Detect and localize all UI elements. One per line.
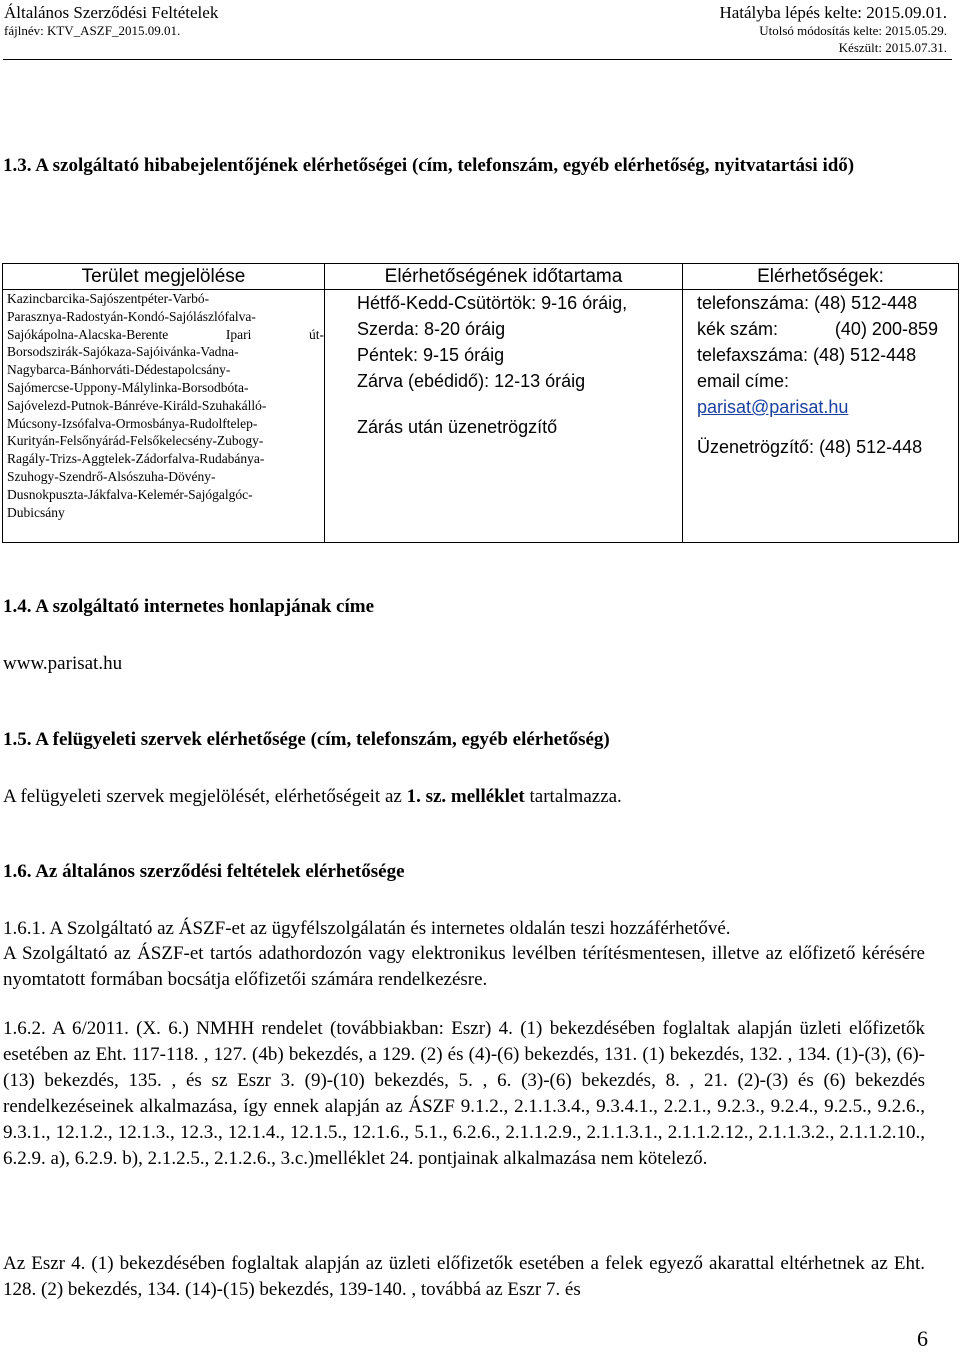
area-line: Parasznya-Radostyán-Kondó-Sajólászlófalva-	[7, 308, 256, 324]
area-line: Dubicsány	[7, 504, 65, 520]
table-header-area: Terület megjelölése	[3, 264, 325, 290]
header-rule	[3, 59, 952, 60]
section-1-6-heading: 1.6. Az általános szerződési feltételek elérhetősége	[3, 861, 405, 882]
hours-line: Zárás után üzenetrögzítő	[357, 417, 558, 437]
page-number: 6	[917, 1326, 928, 1351]
area-line: Szuhogy-Szendrő-Alsószuha-Dövény-	[7, 468, 216, 484]
section-1-6-availability-text: A Szolgáltató az ÁSZF-et tartós adathordozón vagy elektronikus levélben térítésmentesen, illetve az előfizető kérésére nyomtatott formában bocsátja előfizetői számára rendelkezésre.	[3, 943, 925, 990]
header-effective-date: Hatályba lépés kelte: 2015.09.01.	[719, 3, 947, 22]
contact-table	[2, 263, 959, 543]
blue-number-label: kék szám:	[697, 319, 779, 339]
section-1-4-heading: 1.4. A szolgáltató internetes honlapjának címe	[3, 596, 375, 617]
email-label: email címe:	[697, 371, 790, 391]
hours-cell	[325, 290, 683, 543]
table-header-contacts: Elérhetőségek:	[683, 264, 959, 290]
contacts-cell	[683, 290, 959, 543]
area-line: Nagybarca-Bánhorváti-Dédestapolcsány-	[7, 362, 231, 378]
header-file-name: fájlnév: KTV_ASZF_2015.09.01.	[4, 23, 181, 38]
annex-reference: 1. sz. melléklet	[406, 786, 525, 807]
section-1-6-2-text: 1.6.2. A 6/2011. (X. 6.) NMHH rendelet (továbbiakban: Eszr) 4. (1) bekezdésében foglaltak alapján üzleti előfizetők esetében az Eht. 117-118. , 127. (4b) bekezdés, a 129. (2) és (4)-(6) bekezdés, 131. (1) bekezdés, 132. , 134. (1)-(3), (6)-(13) bekezdés, 135. , és sz Eszr 3. (9)-(10) bekezdés, 5. , 6. (3)-(6) bekezdés, 8. , 21. (2)-(3) és (6) bekezdés rendelkezéseinek alkalmazása, így ennek alapján az ÁSZF 9.1.2., 2.1.1.3.4., 9.3.4.1., 2.2.1., 9.2.3., 9.2.4., 9.2.5., 9.2.6., 9.3.1., 12.1.2., 12.1.3., 12.3., 12.1.4., 12.1.5., 12.1.6., 5.1., 6.2.6., 2.1.1.2.9., 2.1.1.3.1., 2.1.1.2.12., 2.1.1.3.2., 2.1.1.2.10., 6.2.9. a), 6.2.9. b), 2.1.2.5., 2.1.2.6., 3.c.)melléklet 24. pontjainak alkalmazása nem kötelező.	[3, 1018, 925, 1169]
email-link[interactable]: parisat@parisat.hu	[697, 397, 849, 417]
area-line: Kazincbarcika-Sajószentpéter-Varbó-	[7, 291, 210, 306]
website-url: www.parisat.hu	[3, 653, 123, 674]
blue-number-value: (40) 200-859	[834, 319, 938, 339]
hours-line: Szerda: 8-20 óráig	[357, 319, 506, 339]
area-line: Múcsony-Izsófalva-Ormosbánya-Rudolftelep-	[7, 415, 258, 431]
header-modified-date: Utolsó módosítás kelte: 2015.05.29.	[759, 23, 947, 38]
table-header-hours: Elérhetőségének időtartama	[325, 264, 683, 290]
area-line: Sajómercse-Uppony-Málylinka-Borsodbóta-	[7, 379, 249, 395]
hours-line: Hétfő-Kedd-Csütörtök: 9-16 óráig,	[357, 293, 628, 313]
header-created-date: Készült: 2015.07.31.	[838, 40, 947, 55]
area-cell	[3, 290, 325, 543]
hours-line: Péntek: 9-15 óráig	[357, 345, 505, 365]
area-line: Ragály-Trizs-Aggtelek-Zádorfalva-Rudabánya-	[7, 451, 265, 467]
blue-number-line	[697, 316, 958, 342]
area-line: Kurityán-Felsőnyárád-Felsőkelecsény-Zubogy-	[7, 433, 264, 449]
fax-line: telefaxszáma: (48) 512-448	[697, 345, 917, 365]
voicemail-line: Üzenetrögzítő: (48) 512-448	[697, 437, 923, 457]
area-line: Dusnokpuszta-Jákfalva-Kelemér-Sajógalgóc-	[7, 486, 253, 502]
section-1-5-text-b: tartalmazza.	[524, 786, 622, 807]
section-1-6-eszr-text: Az Eszr 4. (1) bekezdésében foglaltak alapján az üzleti előfizetők esetében a felek egyező akarattal eltérhetnek az Eht. 128. (2) bekezdés, 134. (14)-(15) bekezdés, 139-140. , továbbá az Eszr 7. és	[3, 1253, 925, 1300]
header-doc-title: Általános Szerződési Feltételek	[4, 3, 219, 22]
hours-line: Zárva (ebédidő): 12-13 óráig	[357, 371, 586, 391]
area-line: Sajóvelezd-Putnok-Bánréve-Királd-Szuhakálló-	[7, 397, 267, 413]
section-1-5-text	[3, 784, 925, 810]
area-line: Sajókápolna-Alacska-Berente Ipari út-	[7, 326, 324, 342]
section-1-5-text-a: A felügyeleti szervek megjelölését, elérhetőségeit az	[3, 786, 407, 807]
section-1-5-heading: 1.5. A felügyeleti szervek elérhetősége (cím, telefonszám, egyéb elérhetőség)	[3, 729, 610, 750]
area-line: Borsodszirák-Sajókaza-Sajóivánka-Vadna-	[7, 344, 239, 360]
phone-line: telefonszáma: (48) 512-448	[697, 293, 918, 313]
section-1-6-1-text: 1.6.1. A Szolgáltató az ÁSZF-et az ügyfélszolgálatán és internetes oldalán teszi hozzáférhetővé.	[3, 918, 731, 939]
section-1-3-heading: 1.3. A szolgáltató hibabejelentőjének elérhetőségei (cím, telefonszám, egyéb elérhetőség, nyitvatartási idő)	[3, 155, 855, 176]
